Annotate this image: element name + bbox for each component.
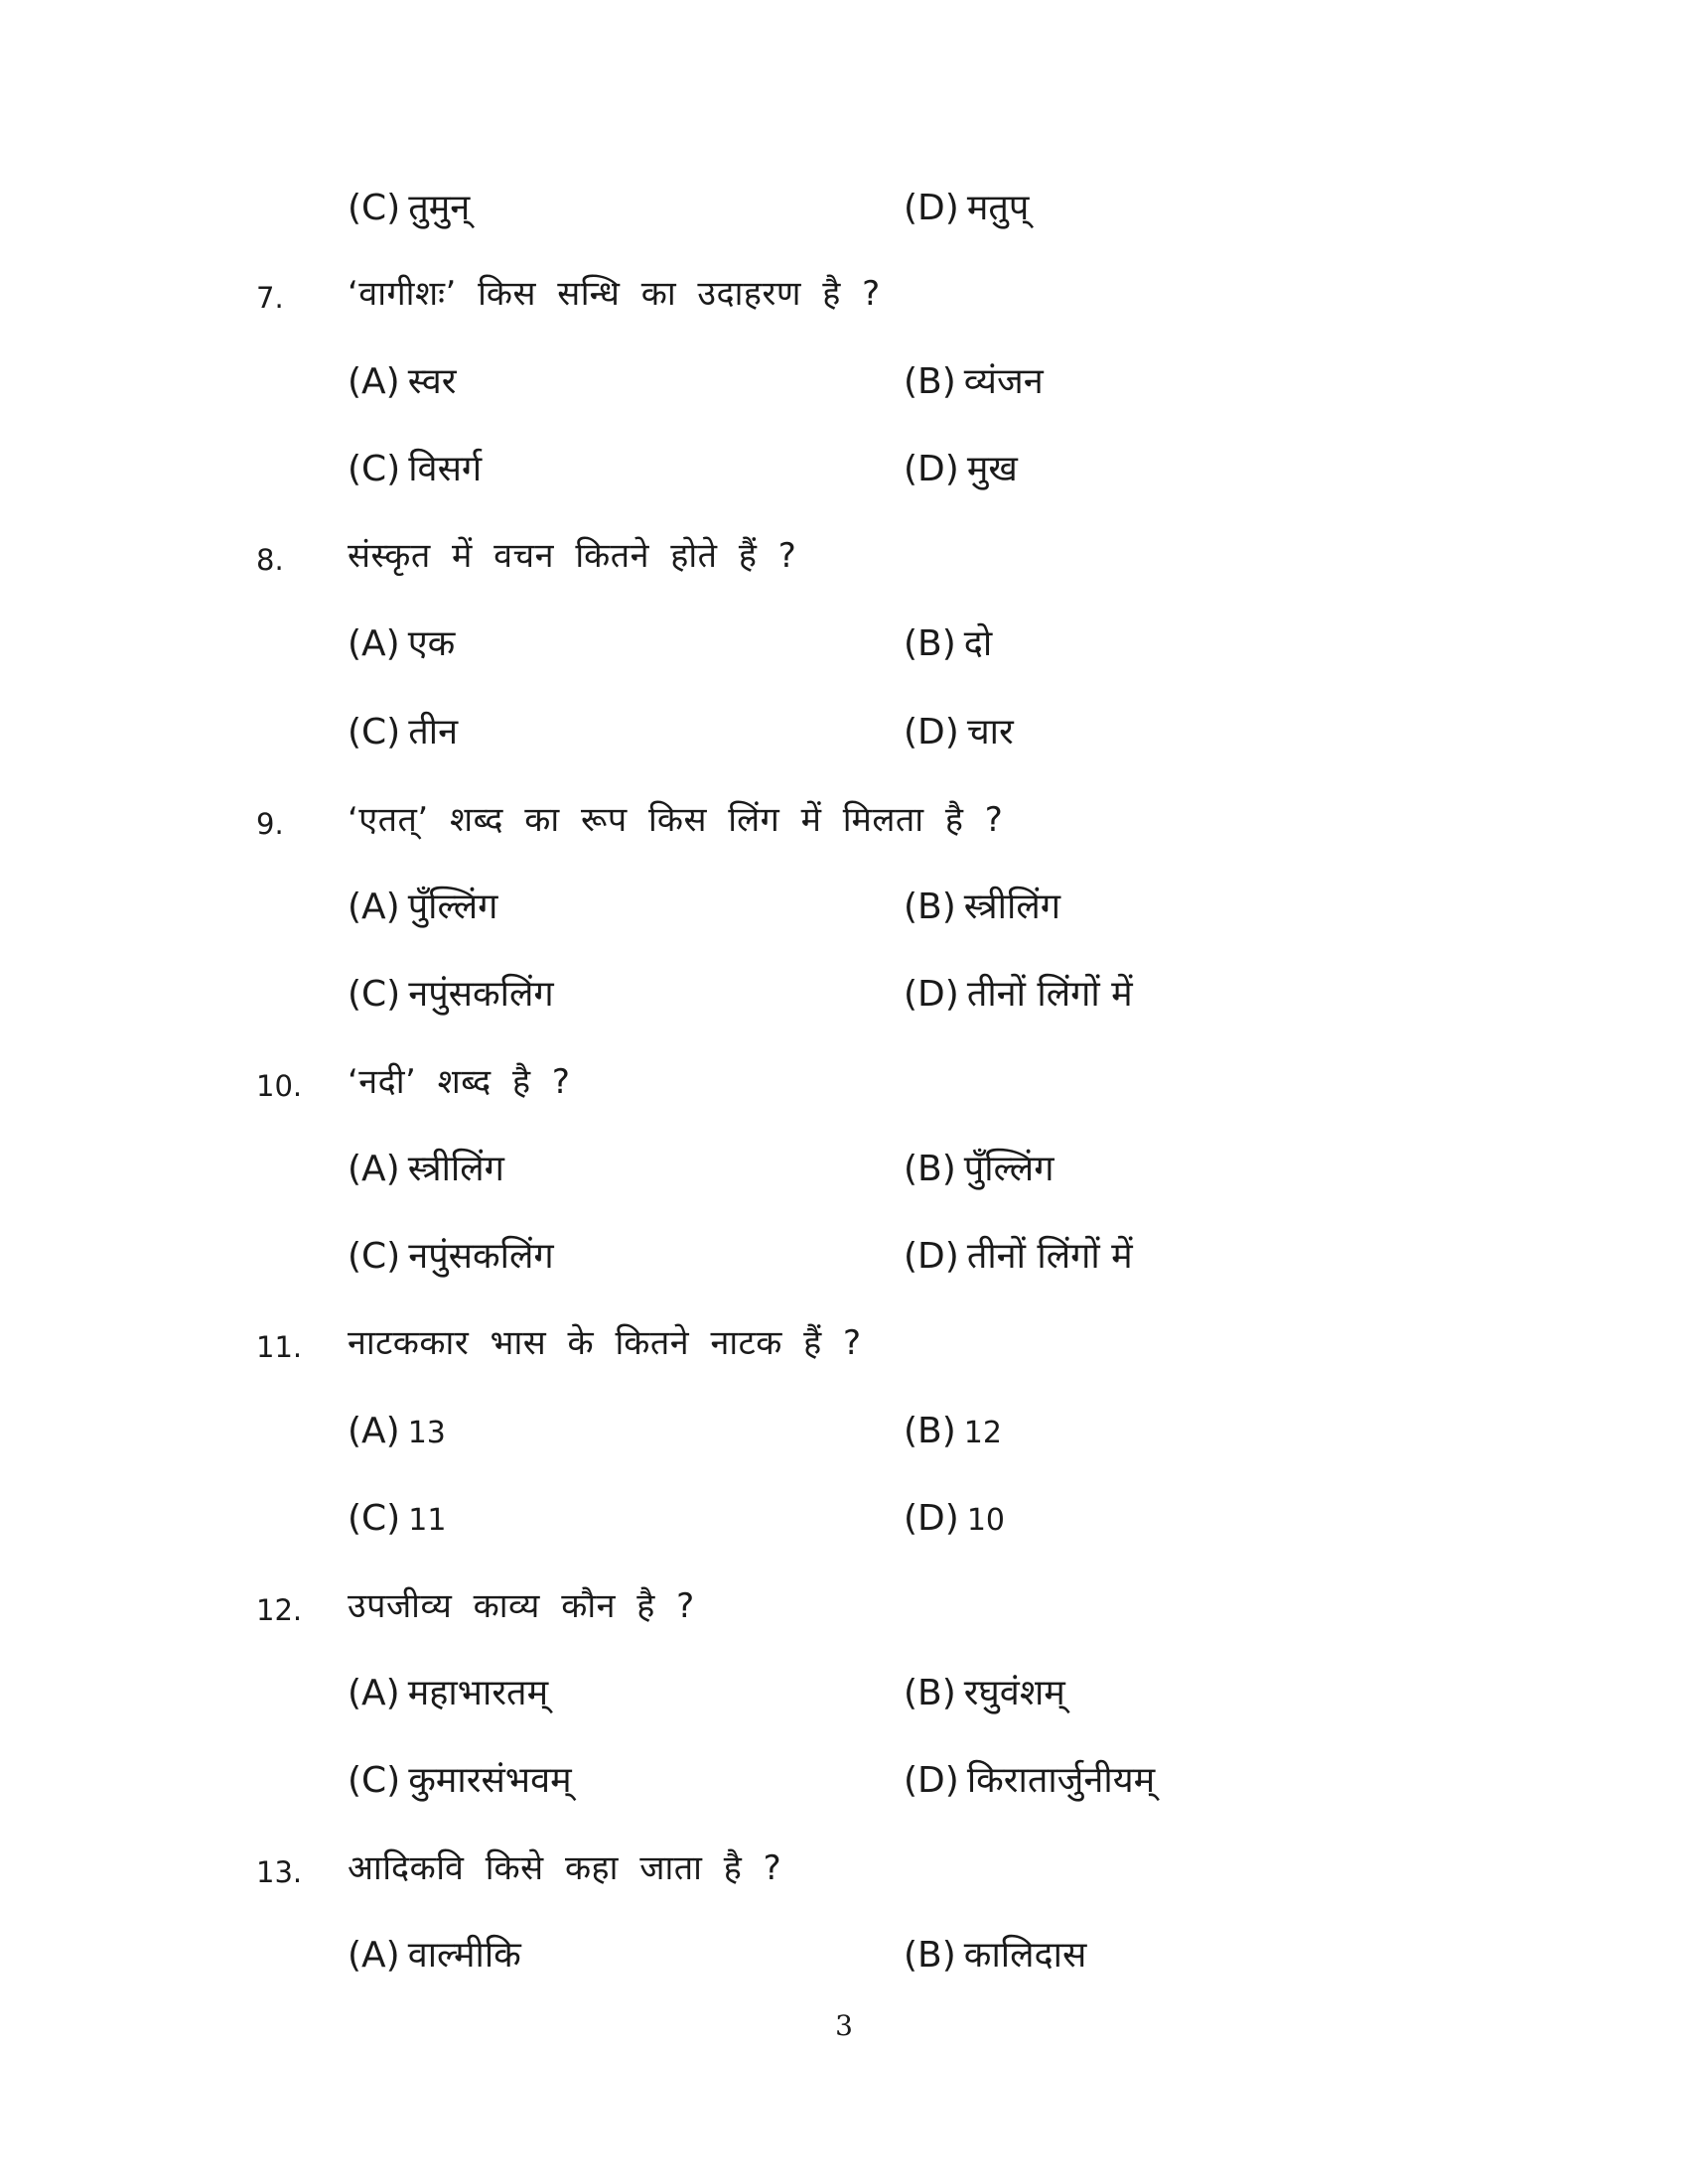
option-a (348, 1926, 521, 1985)
option-letter: (C) (348, 449, 401, 489)
option-text: व्यंजन (963, 361, 1044, 402)
option-letter: (B) (904, 623, 956, 664)
question-12 (256, 1576, 1547, 1636)
option-text: वाल्मीकि (407, 1935, 521, 1976)
option-a (348, 614, 455, 674)
question-text: ‘वागीशः’ किस सन्धि का उदाहरण है ? (348, 274, 881, 314)
option-text: मुख (966, 449, 1018, 489)
option-text: 13 (407, 1416, 446, 1450)
option-text: नपुंसकलिंग (408, 974, 554, 1015)
option-letter: (B) (904, 1411, 956, 1451)
option-letter: (D) (904, 1236, 959, 1277)
option-text: मतुप् (966, 188, 1030, 228)
option-text: स्वर (407, 361, 457, 402)
option-row (348, 614, 1539, 674)
option-row (348, 352, 1539, 412)
question-7 (256, 264, 1547, 324)
option-text: कालिदास (963, 1935, 1087, 1976)
option-d (904, 1489, 1005, 1551)
option-letter: (C) (348, 1760, 401, 1801)
option-row (348, 703, 1539, 762)
option-letter: (B) (904, 887, 956, 927)
option-letter: (C) (348, 188, 401, 228)
option-letter: (A) (348, 1149, 400, 1189)
option-d (904, 1751, 1155, 1811)
question-8 (256, 526, 1547, 586)
question-number: 12. (256, 1593, 303, 1627)
option-row (348, 1402, 1539, 1461)
question-10 (256, 1052, 1547, 1112)
question-number: 10. (256, 1069, 303, 1103)
option-row (348, 965, 1539, 1024)
option-c (348, 1227, 554, 1287)
option-letter: (A) (348, 1411, 400, 1451)
option-text: कुमारसंभवम् (408, 1760, 572, 1801)
option-c (348, 440, 482, 499)
option-text: पुँल्लिंग (963, 1149, 1055, 1189)
option-text: एक (407, 623, 456, 664)
option-letter: (B) (904, 1149, 956, 1189)
option-row (348, 1227, 1539, 1287)
option-text: 11 (408, 1503, 447, 1538)
option-b (904, 352, 1044, 412)
option-row (348, 1140, 1539, 1199)
option-row (348, 1664, 1539, 1723)
question-number: 13. (256, 1855, 303, 1889)
option-letter: (C) (348, 1236, 401, 1277)
option-text: नपुंसकलिंग (408, 1236, 554, 1277)
option-b (904, 1402, 1002, 1463)
option-d (904, 703, 1014, 762)
option-c (348, 1489, 446, 1551)
option-letter: (C) (348, 974, 401, 1015)
option-row (348, 1489, 1539, 1549)
option-row (348, 1751, 1539, 1811)
option-text: 10 (966, 1503, 1005, 1538)
option-text: महाभारतम् (407, 1673, 549, 1713)
option-text: तीनों लिंगों में (966, 1236, 1133, 1277)
option-d (904, 965, 1133, 1024)
question-text: आदिकवि किसे कहा जाता है ? (348, 1848, 782, 1888)
question-text: संस्कृत में वचन कितने होते हैं ? (348, 536, 797, 576)
option-text: रघुवंशम् (963, 1673, 1065, 1713)
option-letter: (B) (904, 361, 956, 402)
option-a (348, 878, 497, 937)
option-b (904, 1664, 1065, 1723)
option-letter: (A) (348, 361, 400, 402)
question-number: 8. (256, 543, 284, 577)
option-b (904, 1140, 1054, 1199)
option-letter: (A) (348, 887, 400, 927)
option-a (348, 1402, 446, 1463)
option-c (348, 703, 458, 762)
option-letter: (D) (904, 1498, 959, 1539)
question-text: उपजीव्य काव्य कौन है ? (348, 1586, 695, 1626)
option-row (348, 179, 1539, 238)
option-row (348, 878, 1539, 937)
option-d (904, 440, 1018, 499)
option-letter: (C) (348, 1498, 401, 1539)
option-a (348, 1140, 504, 1199)
option-a (348, 1664, 548, 1723)
question-text: ‘नदी’ शब्द है ? (348, 1062, 571, 1102)
option-letter: (D) (904, 974, 959, 1015)
option-letter: (C) (348, 712, 401, 752)
page-number: 3 (835, 2009, 853, 2042)
option-letter: (A) (348, 1673, 400, 1713)
question-9 (256, 790, 1547, 850)
question-11 (256, 1313, 1547, 1373)
option-text: 12 (963, 1416, 1002, 1450)
question-number: 7. (256, 281, 284, 315)
question-text: नाटककार भास के कितने नाटक हैं ? (348, 1323, 862, 1363)
option-b (904, 878, 1060, 937)
option-c (348, 965, 554, 1024)
question-number: 11. (256, 1330, 303, 1364)
option-text: चार (966, 712, 1014, 752)
option-letter: (D) (904, 712, 959, 752)
option-text: पुँल्लिंग (407, 887, 498, 927)
option-a (348, 352, 456, 412)
option-text: स्त्रीलिंग (407, 1149, 504, 1189)
option-b (904, 1926, 1086, 1985)
option-text: विसर्ग (408, 449, 483, 489)
option-d (904, 1227, 1133, 1287)
option-letter: (A) (348, 1935, 400, 1976)
option-text: तीनों लिंगों में (966, 974, 1133, 1015)
option-text: तीन (408, 712, 459, 752)
option-text: तुमुन् (408, 188, 471, 228)
option-letter: (D) (904, 449, 959, 489)
option-b (904, 614, 992, 674)
option-letter: (D) (904, 188, 959, 228)
question-number: 9. (256, 807, 284, 841)
option-text: किरातार्जुनीयम् (966, 1760, 1156, 1801)
option-c (348, 179, 470, 238)
option-d (904, 179, 1029, 238)
option-letter: (A) (348, 623, 400, 664)
question-text: ‘एतत्’ शब्द का रूप किस लिंग में मिलता है ? (348, 800, 1004, 840)
option-letter: (B) (904, 1935, 956, 1976)
option-row (348, 440, 1539, 499)
option-text: दो (963, 623, 993, 664)
option-c (348, 1751, 572, 1811)
option-letter: (D) (904, 1760, 959, 1801)
option-letter: (B) (904, 1673, 956, 1713)
option-row (348, 1926, 1539, 1985)
question-13 (256, 1839, 1547, 1898)
option-text: स्त्रीलिंग (963, 887, 1060, 927)
